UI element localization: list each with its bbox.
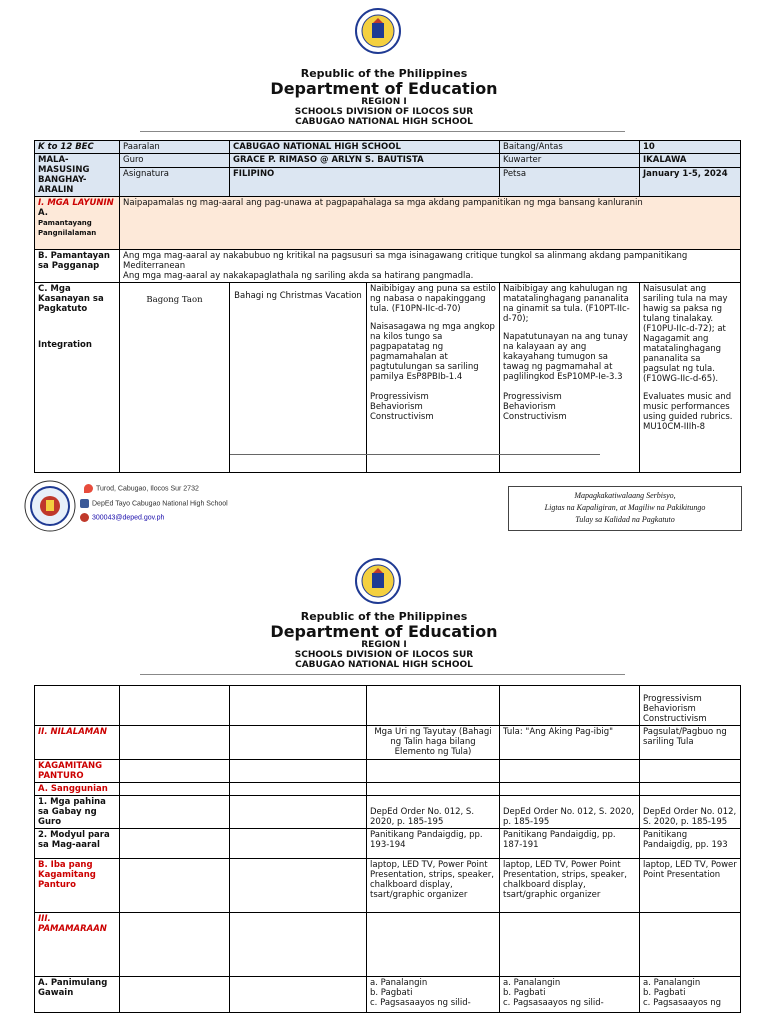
header-divider (140, 131, 625, 132)
layunin-cell (35, 197, 120, 250)
pagganap-text-1: Ang mga mag-aaral ay nakabubuo ng kritikal na pagsusuri sa mga isinagawang critique tungkol sa alinmang akdang pampanitikang Mediterranean (123, 251, 688, 271)
day5-integration: Evaluates music and music performances using guided rubrics. MU10CM-IIIh-8 (643, 392, 733, 432)
petsa-label: Petsa (500, 167, 640, 196)
c-label: C. Mga Kasanayan sa Pagkatuto (38, 284, 104, 314)
nilalaman-day4: Tula: "Ang Aking Pag-ibig" (500, 726, 640, 760)
email-line (80, 513, 164, 522)
facebook-line (80, 499, 228, 508)
gabay-day3: DepEd Order No. 012, S. 2020, p. 185-195 (367, 796, 500, 829)
paaralan-label: Paaralan (120, 141, 230, 154)
school-logo-icon (24, 480, 76, 532)
modyul-label: 2. Modyul para sa Mag-aaral (35, 829, 120, 859)
baitang-label: Baitang/Antas (500, 141, 640, 154)
motto-line-1: Mapagkakatiwalaang Serbisyo, (574, 491, 676, 500)
school-text: CABUGAO NATIONAL HIGH SCHOOL (295, 117, 473, 127)
gabay-day4: DepEd Order No. 012, S. 2020, p. 185-195 (500, 796, 640, 829)
lesson-plan-table (34, 140, 741, 473)
day3-competency: Naibibigay ang puna sa estilo ng nabasa o napakinggang tula. (F10PN-IIc-d-70) (370, 284, 496, 314)
nilalaman-day5: Pagsulat/Pagbuo ng sariling Tula (640, 726, 741, 760)
department-title: Department of Education (270, 79, 498, 98)
facebook-text: DepEd Tayo Cabugao National High School (92, 500, 228, 508)
republic-text: Republic of the Philippines (300, 67, 468, 80)
division-text: SCHOOLS DIVISION OF ILOCOS SUR (294, 107, 474, 117)
asignatura-value: FILIPINO (230, 167, 500, 196)
kuwarter-value: IKALAWA (640, 154, 741, 168)
day3-approach: Progressivism Behaviorism Constructivism (370, 392, 434, 422)
modyul-day4: Panitikang Pandaigdig, pp. 187-191 (500, 829, 640, 859)
address-text: Turod, Cabugao, Ilocos Sur 2732 (96, 485, 199, 493)
modyul-day3: Panitikang Pandaigdig, pp. 193-194 (367, 829, 500, 859)
department-title: Department of Education (270, 622, 498, 641)
petsa-value: January 1-5, 2024 (640, 167, 741, 196)
guro-label: Guro (120, 154, 230, 168)
gabay-day5: DepEd Order No. 012, S. 2020, p. 185-195 (640, 796, 741, 829)
email-link[interactable]: 300043@deped.gov.ph (92, 514, 165, 522)
school-text: CABUGAO NATIONAL HIGH SCHOOL (295, 660, 473, 670)
location-pin-icon (84, 484, 93, 493)
asignatura-label: Asignatura (120, 167, 230, 196)
modyul-day5: Panitikang Pandaigdig, pp. 193 (640, 829, 741, 859)
motto-line-3: Tulay sa Kalidad na Pagkatuto (575, 515, 675, 524)
c-label-cell (35, 283, 120, 473)
a-label: A. (38, 208, 48, 218)
day1-cell: Bagong Taon (120, 283, 230, 473)
pamantayan-pagganap (120, 250, 741, 283)
division-text: SCHOOLS DIVISION OF ILOCOS SUR (294, 650, 474, 660)
plan-type: MALA-MASUSING BANGHAY-ARALIN (35, 154, 120, 197)
region-text: REGION I (361, 97, 407, 107)
pamamaraan-heading: III. PAMAMARAAN (35, 913, 120, 977)
integration-label: Integration (38, 340, 92, 350)
guro-value: GRACE P. RIMASO @ ARLYN S. BAUTISTA (230, 154, 500, 168)
nilalaman-day3: Mga Uri ng Tayutay (Bahagi ng Talin haga bilang Elemento ng Tula) (367, 726, 500, 760)
panimula-day4: a. Panalangin b. Pagbati c. Pagsasaayos ng silid- (500, 977, 640, 1013)
nilalaman-heading: II. NILALAMAN (35, 726, 120, 760)
baitang-value: 10 (640, 141, 741, 154)
motto-box (508, 486, 742, 531)
kuwarter-label: Kuwarter (500, 154, 640, 168)
iba-day3: laptop, LED TV, Power Point Presentation, strips, speaker, chalkboard display, tsart/graphic organizer (367, 859, 500, 913)
top-day5-approach: Progressivism Behaviorism Constructivism (640, 686, 741, 726)
day3-integration: Naisasagawa ng mga angkop na kilos tungo sa pagpapatatag ng pagmamahalan at pagtutulungan sa sariling pamilya EsP8PBIb-1.4 (370, 322, 495, 382)
iba-day5: laptop, LED TV, Power Point Presentation (640, 859, 741, 913)
gabay-label: 1. Mga pahina sa Gabay ng Guro (35, 796, 120, 829)
address-line (84, 484, 199, 493)
iba-label: B. Iba pang Kagamitang Panturo (35, 859, 120, 913)
day4-cell (500, 283, 640, 473)
panimula-day5: a. Panalangin b. Pagbati c. Pagsasaayos ng (640, 977, 741, 1013)
k12-label: K to 12 BEC (35, 141, 120, 154)
region-text: REGION I (361, 640, 407, 650)
footer-rule (230, 454, 600, 455)
deped-seal-icon (355, 8, 401, 54)
republic-text: Republic of the Philippines (300, 610, 468, 623)
pagganap-text-2: Ang mga mag-aaral ay nakakapaglathala ng sariling akda sa hatirang pangmadla. (123, 271, 474, 281)
panimula-day3: a. Panalangin b. Pagbati c. Pagsasaayos ng silid- (367, 977, 500, 1013)
pamantayang-pangnilalaman: Naipapamalas ng mag-aaral ang pag-unawa at pagpapahalaga sa mga akdang pampanitikan ng mga bansang kanluranin (120, 197, 741, 250)
day4-approach: Progressivism Behaviorism Constructivism (503, 392, 567, 422)
day3-cell (367, 283, 500, 473)
a-sublabel: Pamantayang Pangnilalaman (38, 219, 97, 237)
day4-competency: Naibibigay ang kahulugan ng matatalinghagang pananalita na ginamit sa tula. (F10PT-IIc-d-70); (503, 284, 630, 324)
iba-day4: laptop, LED TV, Power Point Presentation, strips, speaker, chalkboard display, tsart/graphic organizer (500, 859, 640, 913)
day2-cell: Bahagi ng Christmas Vacation (230, 283, 367, 473)
lesson-plan-table-continued (34, 685, 741, 1013)
facebook-icon (80, 499, 89, 508)
sanggunian-heading: A. Sanggunian (35, 783, 120, 796)
panimula-label: A. Panimulang Gawain (35, 977, 120, 1013)
paaralan-value: CABUGAO NATIONAL HIGH SCHOOL (230, 141, 500, 154)
deped-seal-icon (355, 558, 401, 604)
day5-competency: Naisusulat ang sariling tula na may hawig sa paksa ng tulang tinalakay. (F10PU-IIc-d-72); at Nagagamit ang matatalinghagang pananalita sa pagsulat ng tula. (F10WG-IIc-d-65). (643, 284, 728, 384)
day5-cell (640, 283, 741, 473)
header-divider (140, 674, 625, 675)
day4-integration: Napatutunayan na ang tunay na kalayaan ay ang kakayahang tumugon sa tawag ng pagmamahal at paglilingkod EsP10MP-Ie-3.3 (503, 332, 628, 382)
motto-line-2: Ligtas na Kapaligiran, at Magiliw na Pakikitungo (544, 503, 706, 512)
b-label: B. Pamantayan sa Pagganap (35, 250, 120, 283)
email-icon (80, 513, 89, 522)
kagamitan-heading: KAGAMITANG PANTURO (35, 760, 120, 783)
layunin-heading: I. MGA LAYUNIN (38, 198, 114, 208)
